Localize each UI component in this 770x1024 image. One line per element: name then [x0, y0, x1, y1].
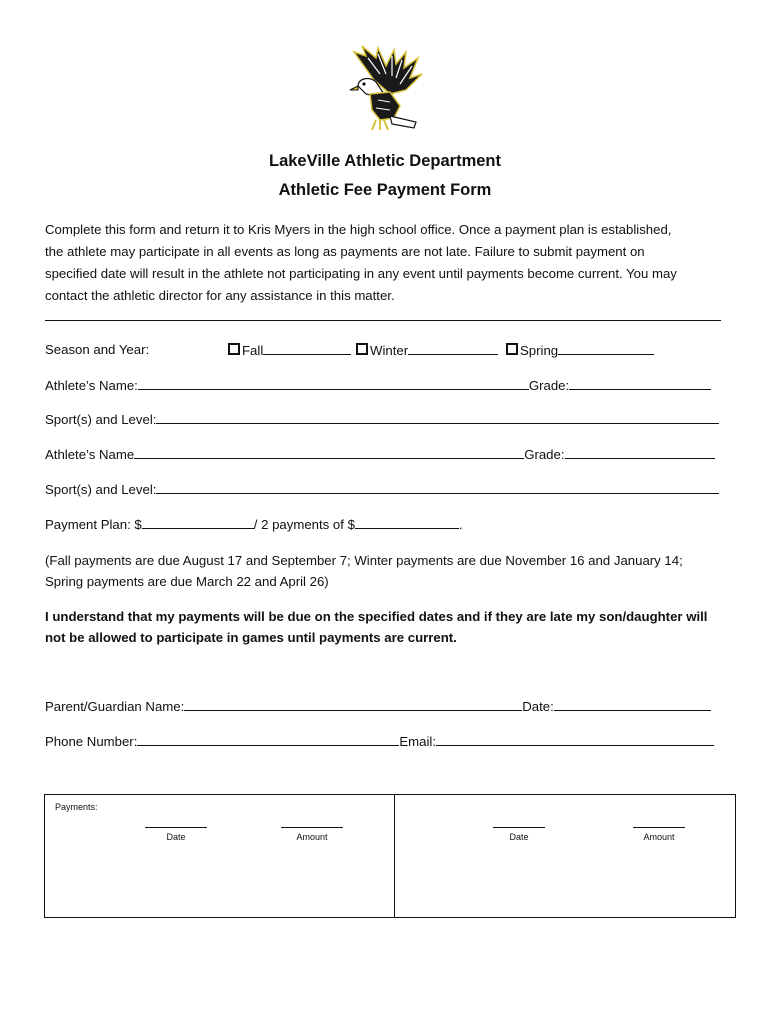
athlete-name-label: Athlete’s Name: [45, 447, 135, 462]
grade-label: Grade:: [524, 447, 565, 462]
date-field[interactable]: [554, 698, 711, 711]
payment-plan-row: [45, 516, 463, 532]
instructions-line: Complete this form and return it to Kris Myers in the high school office. Once a payment plan is established,: [45, 222, 672, 237]
payment-amount-field[interactable]: [355, 516, 459, 529]
payment-due-dates-note: [45, 550, 745, 592]
guardian-name-field[interactable]: [184, 698, 522, 711]
payment-amount-field[interactable]: [633, 816, 685, 828]
section-divider: [45, 320, 721, 321]
grade-field[interactable]: [565, 446, 715, 459]
sport-level-row-1: [45, 411, 719, 427]
payment-date-column: [489, 816, 549, 842]
instructions-line: the athlete may participate in all events as long as payments are not late. Failure to submit payment on: [45, 244, 645, 259]
sport-level-label: Sport(s) and Level:: [45, 412, 157, 427]
sport-level-field[interactable]: [156, 481, 719, 494]
athlete-name-label: Athlete’s Name:: [45, 378, 138, 393]
spring-year-field[interactable]: [558, 342, 654, 355]
grade-field[interactable]: [569, 377, 711, 390]
fall-year-field[interactable]: [263, 342, 351, 355]
athlete-name-row-2: [45, 446, 715, 462]
payment-date-field[interactable]: [145, 816, 207, 828]
contact-row: [45, 733, 714, 749]
payment-plan-label: Payment Plan: $: [45, 517, 142, 532]
season-option-winter[interactable]: [356, 342, 498, 358]
phone-label: Phone Number:: [45, 734, 138, 749]
season-option-fall[interactable]: [228, 342, 351, 358]
agreement-statement: [45, 606, 745, 648]
payment-amount-label: Amount: [296, 832, 328, 842]
athlete-name-field[interactable]: [134, 446, 524, 459]
note-line: Spring payments are due March 22 and April 26): [45, 574, 329, 589]
payment-amount-label: Amount: [643, 832, 675, 842]
instructions-line: contact the athletic director for any assistance in this matter.: [45, 288, 395, 303]
payment-amount-column: [629, 816, 689, 842]
payment-amount-column: [277, 816, 347, 842]
athlete-name-field[interactable]: [138, 377, 529, 390]
winter-label: Winter: [370, 343, 409, 358]
total-amount-field[interactable]: [142, 516, 254, 529]
sport-level-label: Sport(s) and Level:: [45, 482, 157, 497]
instructions-paragraph: [45, 219, 735, 307]
sport-level-row-2: [45, 481, 719, 497]
date-label: Date:: [522, 699, 554, 714]
season-option-spring[interactable]: [506, 342, 654, 358]
agreement-line: I understand that my payments will be due on the specified dates and if they are late my son/daughter will: [45, 609, 708, 624]
grade-label: Grade:: [528, 378, 570, 393]
spring-checkbox[interactable]: [506, 343, 518, 355]
payment-date-label: Date: [509, 832, 529, 842]
form-title: Athletic Fee Payment Form: [278, 181, 492, 199]
email-label: Email:: [399, 734, 437, 749]
winter-checkbox[interactable]: [356, 343, 368, 355]
payment-amount-field[interactable]: [281, 816, 343, 828]
payment-plan-end: .: [458, 517, 463, 532]
fall-label: Fall: [242, 343, 264, 358]
season-label: Season and Year:: [45, 342, 150, 357]
guardian-name-label: Parent/Guardian Name:: [45, 699, 185, 714]
agreement-line: not be allowed to participate in games until payments are current.: [45, 630, 457, 645]
payments-count-label: / 2 payments of $: [253, 517, 355, 532]
guardian-row: [45, 698, 711, 714]
payment-date-field[interactable]: [493, 816, 545, 828]
spring-label: Spring: [520, 343, 559, 358]
winter-year-field[interactable]: [408, 342, 498, 355]
payments-box-divider: [394, 795, 395, 917]
athlete-name-row-1: [45, 377, 711, 393]
payments-label: Payments:: [55, 802, 98, 812]
phone-field[interactable]: [137, 733, 399, 746]
fall-checkbox[interactable]: [228, 343, 240, 355]
eagle-logo-icon: [344, 44, 426, 134]
department-title: LakeVille Athletic Department: [269, 152, 501, 170]
sport-level-field[interactable]: [156, 411, 719, 424]
payment-date-column: [141, 816, 211, 842]
instructions-line: specified date will result in the athlete not participating in any event until payments become current. You may: [45, 266, 677, 281]
note-line: (Fall payments are due August 17 and September 7; Winter payments are due November 16 and January 14;: [45, 553, 683, 568]
payments-box: [44, 794, 736, 918]
email-field[interactable]: [436, 733, 714, 746]
payment-date-label: Date: [166, 832, 186, 842]
